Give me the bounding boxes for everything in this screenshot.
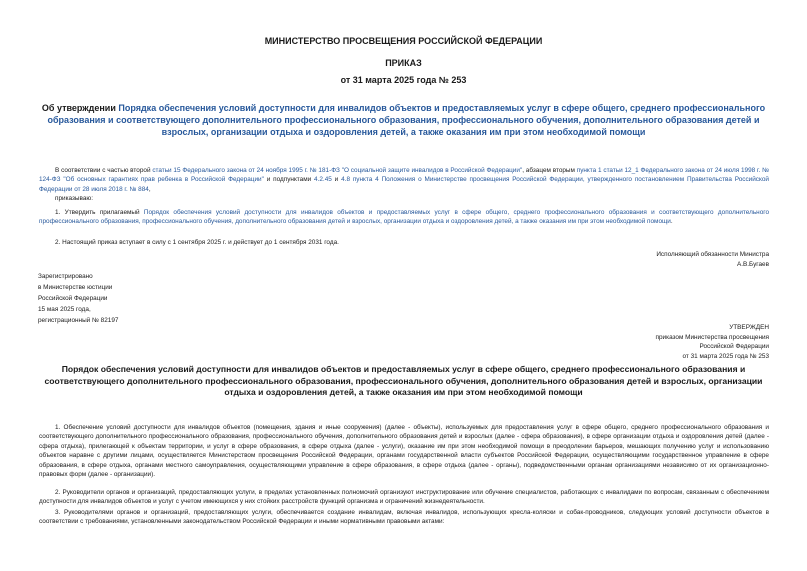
item-2: 2. Настоящий приказ вступает в силу с 1 сентября 2025 г. и действует до 1 сентября 2031 года. <box>55 239 339 246</box>
approved-line: Российской Федерации <box>699 343 769 350</box>
signature-position: Исполняющий обязанности Министра <box>656 251 769 258</box>
registration-line: Российской Федерации <box>38 295 108 302</box>
title-prefix: Об утверждении <box>41 103 119 113</box>
registration-line: 15 мая 2025 года, <box>38 306 91 313</box>
approved-block <box>469 323 769 361</box>
registration-line: в Министерстве юстиции <box>38 284 113 291</box>
preamble-text-1: В соответствии с частью второй <box>55 167 153 174</box>
preamble-text-3: и подпунктами <box>263 176 315 184</box>
law-181-link[interactable]: статьи 15 Федерального закона от 24 ноября 1995 г. № 181-ФЗ "О социальной защите инвалидов в Российской Федерации" <box>152 167 523 174</box>
body-paragraph-3: 3. Руководителями органов и организаций, предоставляющих услуги, обеспечивается создание инвалидам, включая инвалидов, использующих кресла-коляски и собак-проводников, следующих условий доступности объектов в соответствии с требованиями, установленными законодательством Российской Федерации и иными нормативными правовыми актами: <box>39 509 769 526</box>
title-order-link[interactable]: Порядка обеспечения условий доступности для инвалидов объектов и предоставляемых услуг в сфере общего, среднего профессионального образования и соответствующего дополнительного профессионального образования, профессионального обучения, дополнительного образования детей и взрослых, организации отдыха и оздоровления детей, а также оказания им при этом необходимой помощи <box>47 103 766 137</box>
approved-line: УТВЕРЖДЕН <box>729 324 769 331</box>
item-1-prefix: 1. Утвердить прилагаемый <box>55 209 144 216</box>
order-title: Порядок обеспечения условий доступности для инвалидов объектов и предоставляемых услуг в сфере общего, среднего профессионального образования и соответствующего дополнительного профессионального образования, профессионального обучения, дополнительного образования детей и взрослых, организации отдыха и оздоровления детей, а также оказания им при этом необходимой помощи <box>44 364 763 397</box>
approved-order-link[interactable]: Порядок обеспечения условий доступности для инвалидов объектов и предоставляемых услуг в сфере общего, среднего профессионального образования и соответствующего дополнительного профессионального образования, профессионального обучения, дополнительного образования детей и взрослых, организации отдыха и оздоровления детей, а также оказания им при этом необходимой помощи <box>39 209 769 226</box>
preamble-text-5: , <box>148 185 151 193</box>
registration-line: Зарегистрировано <box>38 273 93 280</box>
document-date-number: от 31 марта 2025 года № 253 <box>340 75 467 85</box>
signature-name: А.В.Бугаев <box>736 260 769 268</box>
law-124-link[interactable]: пункта 1 статьи 12_1 Федерального закона от 24 июля 1998 г. № 124-ФЗ "Об основных гарантиях прав ребенка в Российской Федерации" <box>39 167 769 184</box>
ministry-heading: МИНИСТЕРСТВО ПРОСВЕЩЕНИЯ РОССИЙСКОЙ ФЕДЕРАЦИИ <box>264 36 543 46</box>
registration-block <box>38 271 238 326</box>
subitem-4-2-45-link[interactable]: 4.2.45 <box>314 176 332 184</box>
regulation-884-link[interactable]: 4.8 пункта 4 Положения о Министерстве просвещения Российской Федерации, утвержденного постановлением Правительства Российской Федерации от 28 июля 2018 г. № 884 <box>39 176 769 193</box>
body-paragraph-1: 1. Обеспечение условий доступности для инвалидов объектов (помещения, здания и иные сооружения) (далее - объекты), используемых для предоставления услуг в сфере общего, среднего профессионального образования и соответствующего дополнительного профессионального образования, профессионального обучения, дополнительного образования детей и взрослых (далее - сфера образования), в сфере организации отдыха и оздоровления детей (далее - сфера отдыха), прилегающей к объектам территории, и услуг в сфере образования, в сфере отдыха (далее - услуги), оказание им при этом необходимой помощи в преодолении барьеров, мешающих получению услуг и использованию объектов наравне с другими лицами, осуществляется Министерством просвещения Российской Федерации, органами государственной власти субъектов Российской Федерации, осуществляющими государственное управление в сфере образования, в сфере отдыха, органами местного самоуправления, осуществляющими управление в сфере образования, в сфере отдыха (далее - органы), подведомственными органам организациями независимо от их организационно-правовых форм (далее - организации). <box>39 424 769 479</box>
body-paragraph-2: 2. Руководители органов и организаций, предоставляющих услуги, в пределах установленных полномочий организуют инструктирование или обучение специалистов, работающих с инвалидами по вопросам, связанным с обеспечением доступности для инвалидов объектов и услуг с учетом имеющихся у них стойких расстройств функций организма и ограничений жизнедеятельности. <box>39 489 769 506</box>
signature-block <box>469 250 769 269</box>
approved-line: приказом Министерства просвещения <box>655 333 769 341</box>
orders-word: приказываю: <box>55 195 93 202</box>
preamble-text-2: , абзацем вторым <box>522 167 577 174</box>
preamble-paragraph <box>39 166 769 194</box>
preamble-text-4: и <box>331 176 342 184</box>
item-1-suffix: . <box>670 218 673 226</box>
approved-line: от 31 марта 2025 года № 253 <box>682 352 769 360</box>
item-1 <box>39 208 769 227</box>
document-title <box>40 102 767 138</box>
document-type: ПРИКАЗ <box>385 58 422 68</box>
registration-line: регистрационный № 82197 <box>38 317 119 324</box>
